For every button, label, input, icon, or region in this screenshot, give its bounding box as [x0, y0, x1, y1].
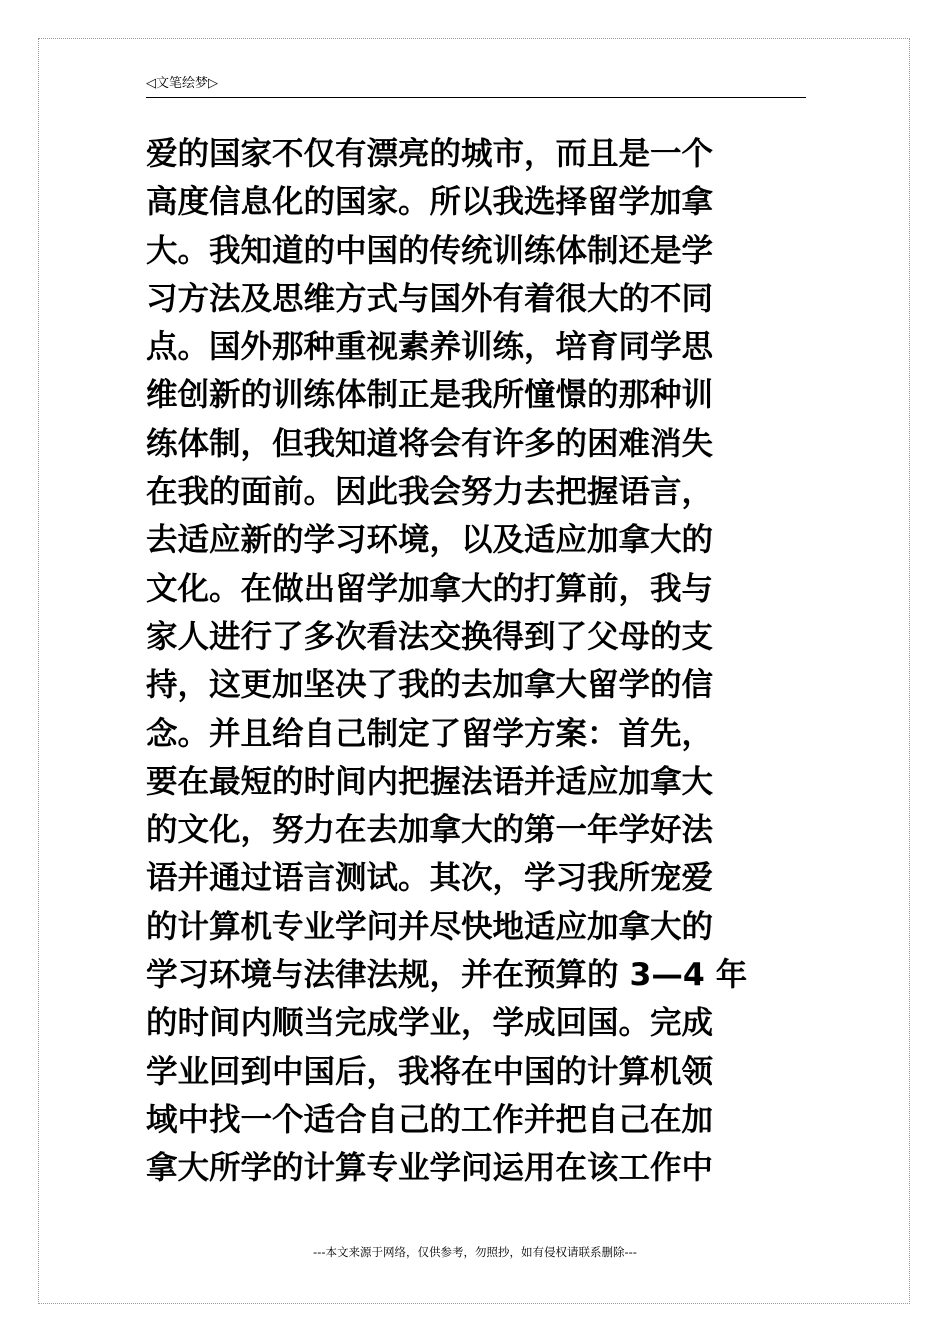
- body-line: 语并通过语言测试。其次，学习我所宠爱: [146, 860, 714, 897]
- body-line: 爱的国家不仅有漂亮的城市，而且是一个: [146, 136, 714, 172]
- body-line: 要在最短的时间内把握法语并适应加拿大: [146, 763, 714, 800]
- body-line: 去适应新的学习环境，以及适应加拿大的: [146, 522, 714, 559]
- body-line: 念。并且给自己制定了留学方案：首先，: [146, 715, 714, 752]
- body-line: 的时间内顺当完成学业，学成回国。完成: [146, 1005, 714, 1042]
- body-line: 学业回到中国后，我将在中国的计算机领: [146, 1053, 714, 1090]
- body-line: 持，这更加坚决了我的去加拿大留学的信: [146, 667, 714, 704]
- body-line: 家人进行了多次看法交换得到了父母的支: [146, 618, 714, 655]
- body-line: 练体制，但我知道将会有许多的困难消失: [146, 425, 714, 462]
- body-line: 拿大所学的计算专业学问运用在该工作中: [146, 1150, 714, 1187]
- page-header: [146, 74, 806, 98]
- body-line: 在我的面前。因此我会努力去把握语言，: [146, 474, 714, 511]
- body-line: 习方法及思维方式与国外有着很大的不同: [146, 280, 714, 317]
- body-line: 域中找一个适合自己的工作并把自己在加: [146, 1101, 714, 1138]
- body-line: 文化。在做出留学加拿大的打算前，我与: [146, 570, 714, 607]
- body-line: 维创新的训练体制正是我所憧憬的那种训: [146, 377, 714, 414]
- body-line: 的文化，努力在去加拿大的第一年学好法: [146, 812, 714, 849]
- document-body: [146, 130, 808, 1193]
- body-line: 的计算机专业学问并尽快地适应加拿大的: [146, 908, 714, 945]
- body-line: 大。我知道的中国的传统训练体制还是学: [146, 232, 714, 269]
- page-footer-disclaimer: ---本文来源于网络，仅供参考，勿照抄，如有侵权请联系删除---: [313, 1245, 637, 1259]
- body-line: 高度信息化的国家。所以我选择留学加拿: [146, 184, 714, 221]
- body-line: 学习环境与法律法规，并在预算的 3—4 年: [146, 957, 748, 994]
- header-title: ◁文笔绘梦▷: [146, 76, 218, 91]
- body-line: 点。国外那种重视素养训练，培育同学思: [146, 329, 714, 366]
